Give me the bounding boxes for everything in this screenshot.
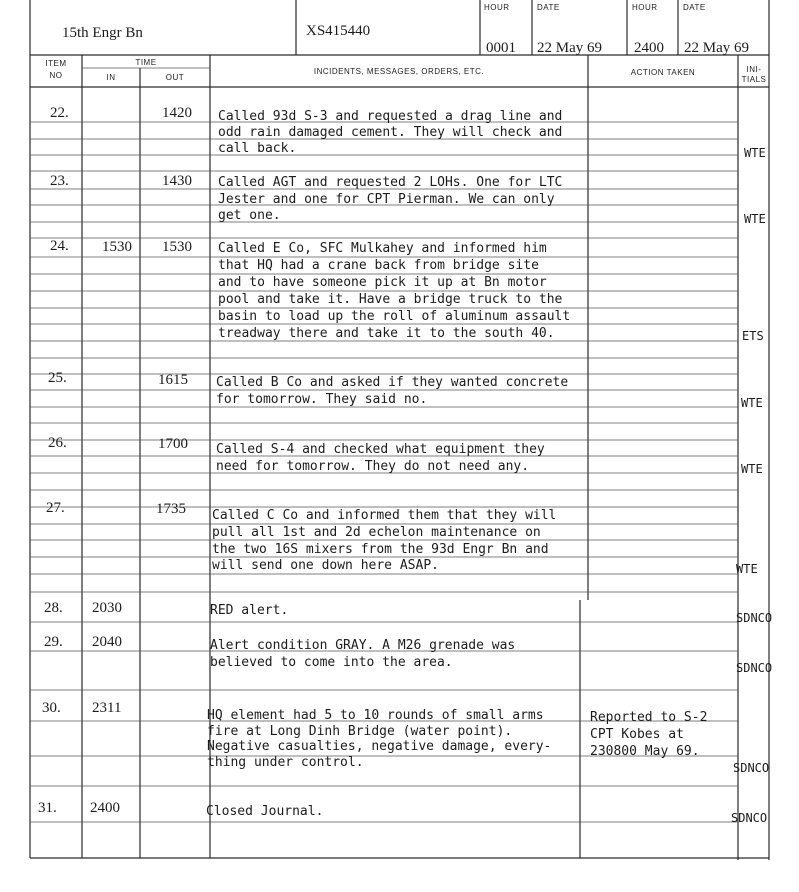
to-date-label: DATE [683, 3, 706, 12]
initials: WTE [744, 212, 766, 226]
time-heading: TIME [135, 58, 157, 67]
time-in-heading: IN [106, 73, 116, 82]
entry-text-line: pull all 1st and 2d echelon maintenance on [212, 525, 541, 540]
entry-row [46, 500, 758, 576]
entry-text-line: need for tomorrow. They do not need any. [216, 459, 530, 474]
entry-text-line: will send one down here ASAP. [212, 558, 439, 573]
item-number: 25. [48, 370, 67, 386]
initials-heading-1: INI- [746, 65, 762, 74]
journal-entries [38, 105, 772, 825]
to-hour: 2400 [634, 40, 664, 56]
initials: WTE [741, 462, 763, 476]
action-text-line: 230800 May 69. [590, 744, 700, 759]
initials-heading-2: TIALS [741, 75, 767, 84]
item-number: 28. [44, 600, 63, 616]
entry-text-line: fire at Long Dinh Bridge (water point). [207, 724, 513, 739]
entry-row [50, 238, 764, 343]
entry-text-line: Called B Co and asked if they wanted concrete [216, 375, 569, 390]
entry-text-line: for tomorrow. They said no. [216, 392, 428, 407]
entry-text-line: Called E Co, SFC Mulkahey and informed him [218, 241, 547, 256]
item-number: 27. [46, 500, 65, 516]
entry-text-line: the two 16S mixers from the 93d Engr Bn and [212, 542, 549, 557]
entry-row [38, 800, 767, 825]
from-hour: 0001 [486, 40, 516, 56]
item-no-heading-1: ITEM [45, 59, 67, 68]
initials: ETS [742, 329, 764, 343]
entry-row [42, 700, 769, 775]
entry-text-line: Called 93d S-3 and requested a drag line and [218, 109, 563, 124]
initials: WTE [741, 396, 763, 410]
time-out: 1735 [156, 501, 186, 517]
item-number: 30. [42, 700, 61, 716]
initials: SDNCO [736, 661, 773, 675]
entry-row [44, 600, 772, 625]
entry-text-line: Closed Journal. [206, 804, 324, 819]
initials: SDNCO [731, 811, 768, 825]
initials: WTE [736, 562, 758, 576]
entry-text-line: Called S-4 and checked what equipment they [216, 442, 545, 457]
item-number: 31. [38, 800, 57, 816]
to-date: 22 May 69 [684, 40, 749, 56]
initials: SDNCO [733, 761, 770, 775]
from-date-label: DATE [537, 3, 560, 12]
time-out: 1530 [162, 239, 192, 255]
from-hour-label: HOUR [484, 3, 510, 12]
entry-row [48, 435, 763, 476]
time-in: 2030 [92, 600, 122, 616]
time-out: 1420 [162, 105, 192, 121]
unit-name: 15th Engr Bn [62, 25, 143, 41]
item-number: 26. [48, 435, 67, 451]
entry-text-line: thing under control. [207, 755, 364, 770]
entry-text-line: call back. [218, 141, 297, 156]
entry-text-line: believed to come into the area. [210, 655, 453, 670]
time-out: 1700 [158, 436, 188, 452]
entry-text-line: odd rain damaged cement. They will check and [218, 125, 563, 140]
item-number: 22. [50, 105, 69, 121]
entry-text-line: Negative casualties, negative damage, every- [207, 739, 552, 754]
entry-text-line: Called C Co and informed them that they will [212, 508, 557, 523]
entry-text-line: Called AGT and requested 2 LOHs. One for LTC [218, 175, 563, 190]
initials: WTE [744, 146, 766, 160]
action-text-line: Reported to S-2 [590, 710, 708, 725]
time-out: 1615 [158, 372, 188, 388]
entry-text-line: pool and take it. Have a bridge truck to the [218, 292, 563, 307]
time-in: 2311 [92, 700, 122, 716]
item-number: 29. [44, 634, 63, 650]
entry-row [44, 634, 772, 675]
item-number: 24. [50, 238, 69, 254]
from-date: 22 May 69 [537, 40, 602, 56]
entry-text-line: Jester and one for CPT Pierman. We can only [218, 192, 555, 207]
time-out: 1430 [162, 173, 192, 189]
entry-text-line: get one. [218, 208, 281, 223]
entry-text-line: Alert condition GRAY. A M26 grenade was [210, 638, 516, 653]
entry-text-line: that HQ had a crane back from bridge site [218, 258, 539, 273]
entry-row [50, 105, 766, 160]
time-in: 2040 [92, 634, 122, 650]
entry-row [50, 173, 766, 226]
incidents-heading: INCIDENTS, MESSAGES, ORDERS, ETC. [313, 67, 485, 76]
initials: SDNCO [736, 611, 773, 625]
time-in: 2400 [90, 800, 120, 816]
entry-text-line: basin to load up the roll of aluminum assault [218, 309, 571, 324]
action-taken-heading: ACTION TAKEN [630, 68, 696, 77]
time-in: 1530 [102, 239, 132, 255]
entry-text-line: and to have someone pick it up at Bn motor [218, 275, 547, 290]
to-hour-label: HOUR [632, 3, 658, 12]
entry-text-line: RED alert. [210, 603, 289, 618]
entry-text-line: treadway there and take it to the south 40. [218, 326, 555, 341]
time-out-heading: OUT [165, 73, 185, 82]
map-location: XS415440 [306, 23, 371, 39]
action-text-line: CPT Kobes at [590, 727, 684, 742]
item-number: 23. [50, 173, 69, 189]
entry-text-line: HQ element had 5 to 10 rounds of small arms [207, 708, 544, 723]
item-no-heading-2: NO [49, 71, 63, 80]
